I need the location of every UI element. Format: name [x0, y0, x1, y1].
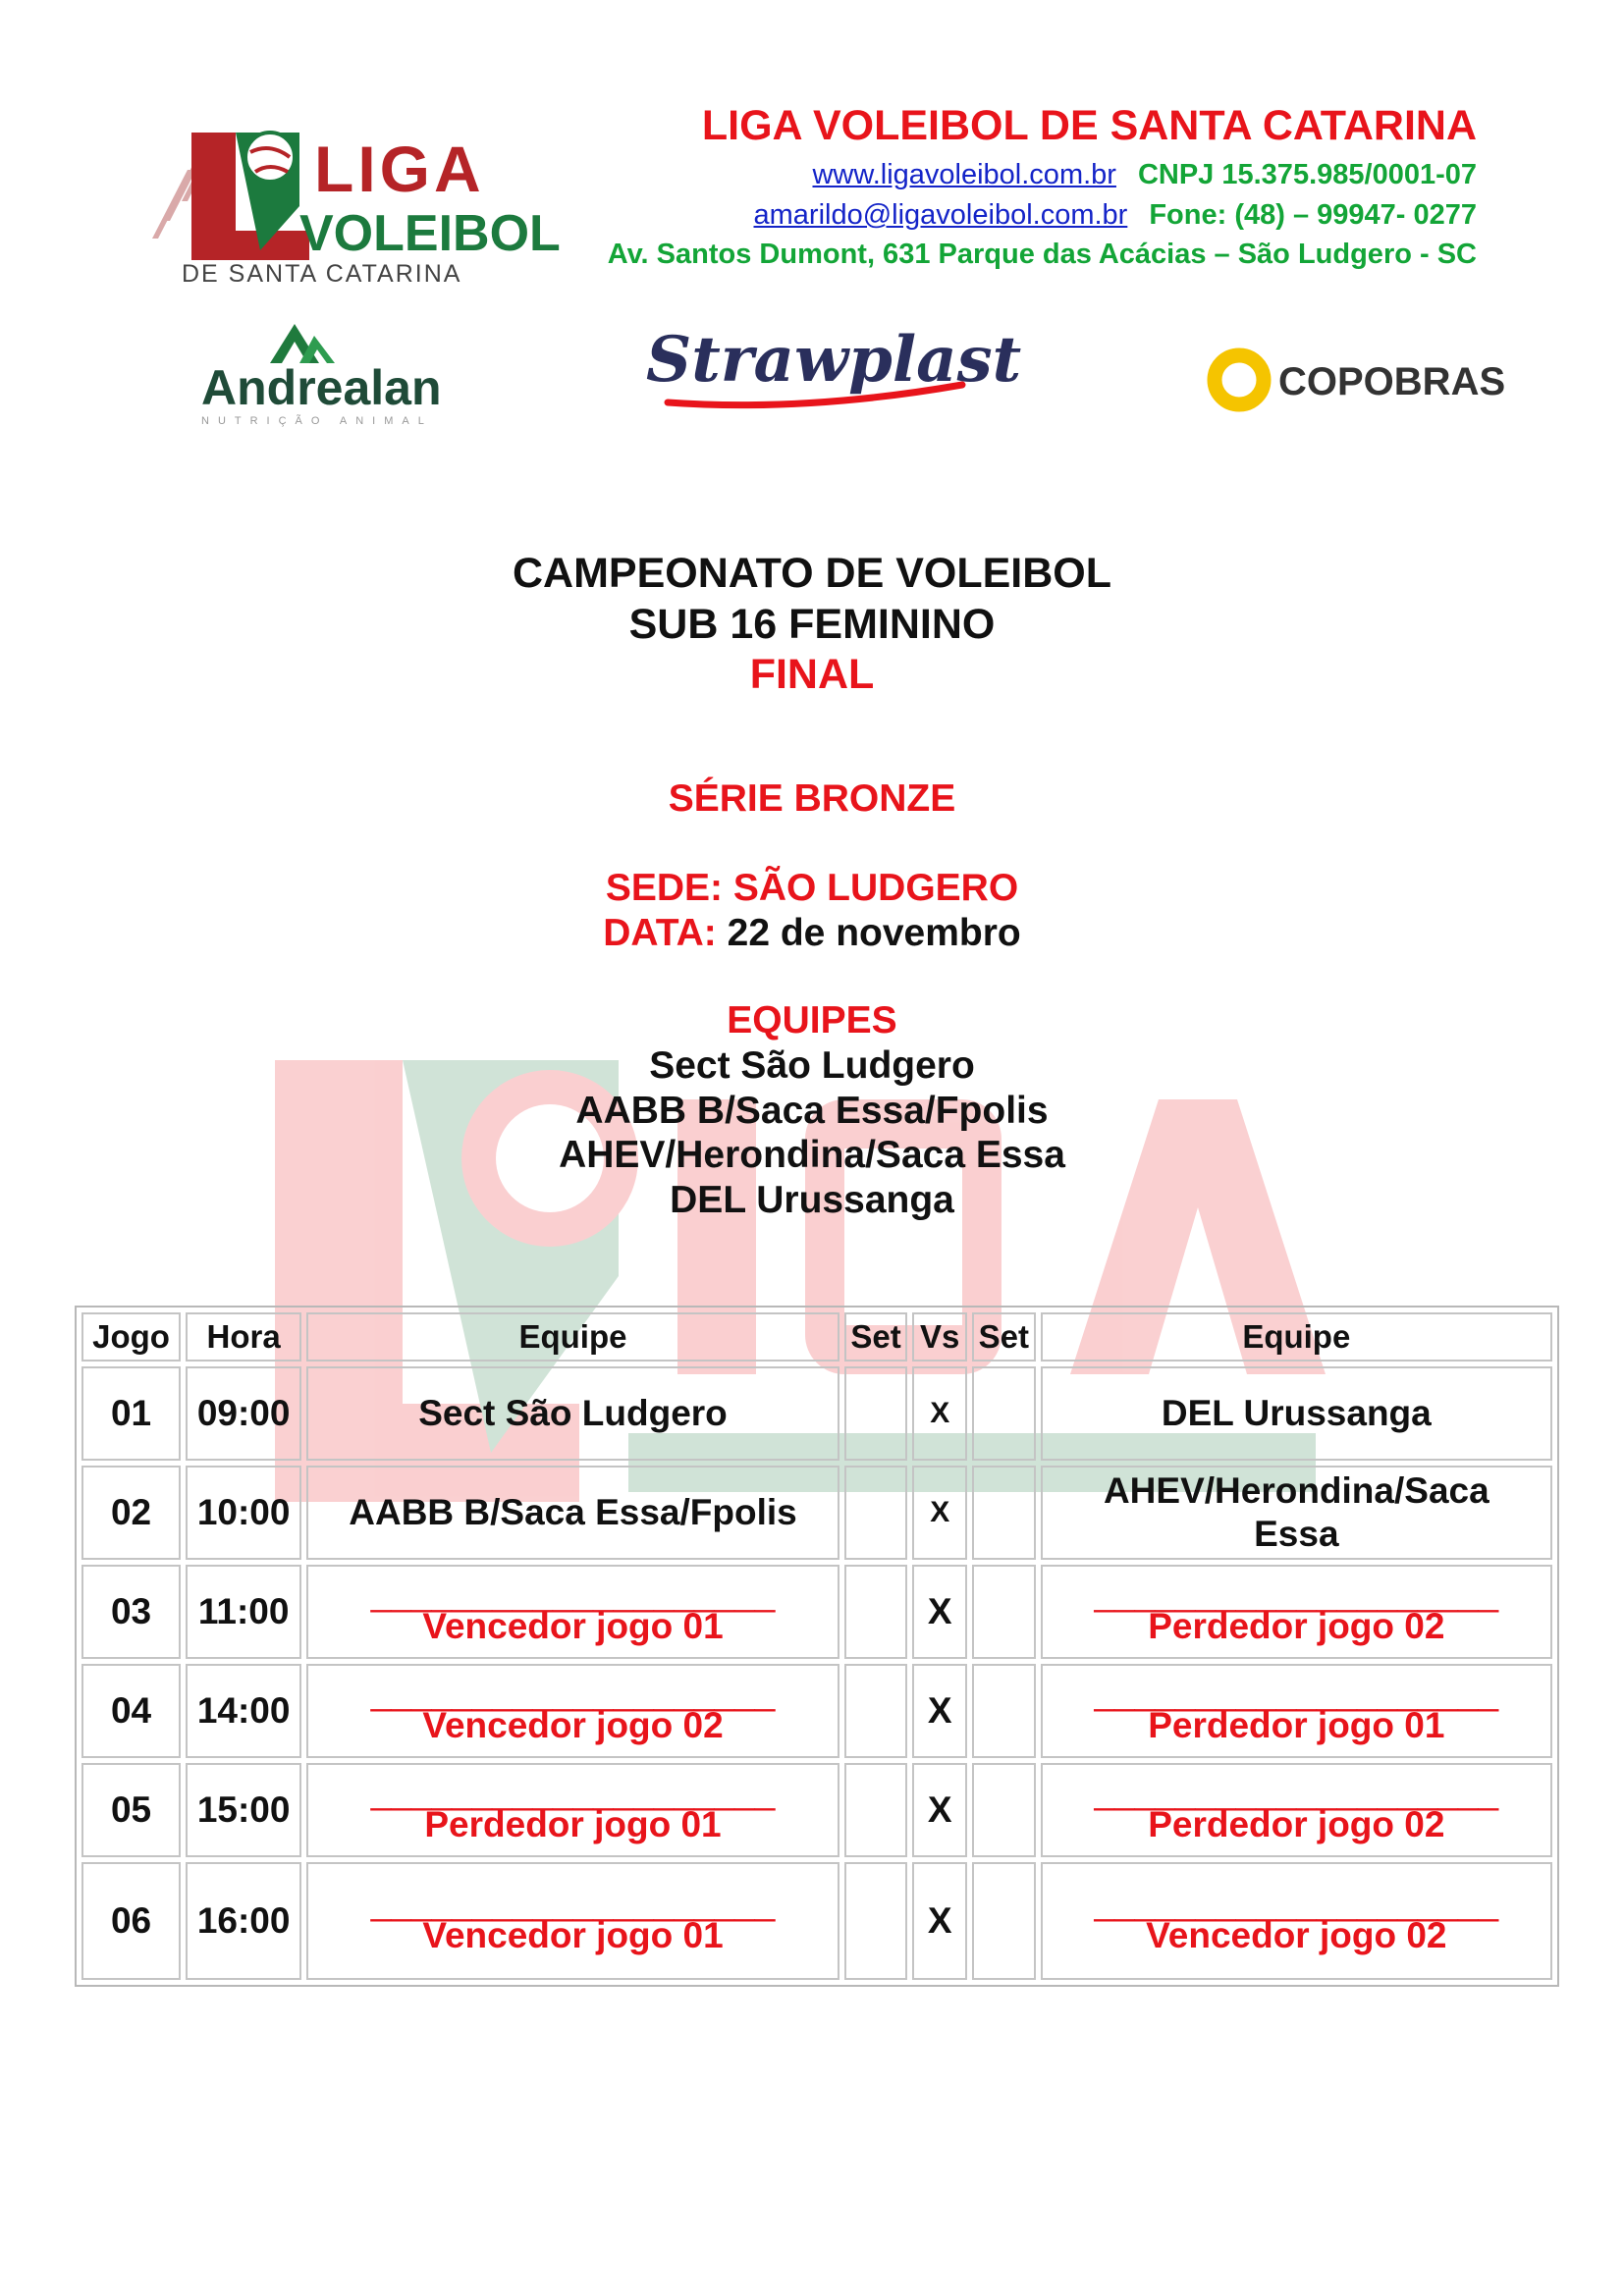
- org-line-website: [812, 159, 1477, 191]
- schedule-table: [75, 1306, 1559, 1987]
- blank-line: ____________________: [1094, 1771, 1499, 1811]
- date-label: DATA:: [603, 912, 717, 954]
- phone: Fone: (48) – 99947- 0277: [1149, 199, 1477, 231]
- away-team: [1041, 1466, 1552, 1560]
- strawplast-name: Strawplast: [646, 323, 1022, 397]
- blank-line: ____________________: [370, 1771, 776, 1811]
- blank-line: ____________________: [1094, 1882, 1499, 1922]
- home-team: Sect São Ludgero: [306, 1366, 839, 1461]
- home-set: [844, 1862, 908, 1980]
- team-item: Sect São Ludgero: [649, 1044, 975, 1087]
- header-equipe-away: Equipe: [1041, 1312, 1552, 1362]
- series-title: SÉRIE BRONZE: [668, 777, 956, 820]
- away-team-placeholder: [1041, 1565, 1552, 1659]
- header-set-away: Set: [972, 1312, 1036, 1362]
- blank-line: ____________________: [1094, 1573, 1499, 1613]
- home-team-placeholder: [306, 1763, 839, 1857]
- header-set-home: Set: [844, 1312, 908, 1362]
- blank-line: ____________________: [370, 1672, 776, 1712]
- liga-logo-word: LIGA: [314, 133, 485, 205]
- cnpj: CNPJ 15.375.985/0001-07: [1137, 159, 1477, 190]
- blank-line: ____________________: [1094, 1672, 1499, 1712]
- andrealan-mountain-icon: [270, 324, 335, 363]
- versus-mark: X: [912, 1466, 967, 1560]
- table-row: [81, 1664, 1552, 1758]
- liga-logo-voleibol: VOLEIBOL: [299, 205, 561, 262]
- header-hora: Hora: [186, 1312, 301, 1362]
- strawplast-logo: [638, 314, 1041, 422]
- home-team: AABB B/Saca Essa/Fpolis: [306, 1466, 839, 1560]
- email-link[interactable]: amarildo@ligavoleibol.com.br: [753, 199, 1128, 231]
- away-set: [972, 1366, 1036, 1461]
- home-set: [844, 1763, 908, 1857]
- andrealan-logo: [201, 314, 486, 427]
- game-time: 16:00: [186, 1862, 301, 1980]
- away-team-placeholder: [1041, 1664, 1552, 1758]
- andrealan-tagline: NUTRIÇÃO ANIMAL: [201, 415, 433, 427]
- versus-mark: X: [912, 1862, 967, 1980]
- home-team: Vencedor jogo 01: [422, 1915, 724, 1955]
- blank-line: ____________________: [370, 1882, 776, 1922]
- home-set: [844, 1664, 908, 1758]
- game-number: 03: [81, 1565, 181, 1659]
- org-name: LIGA VOLEIBOL DE SANTA CATARINA: [701, 102, 1477, 149]
- away-team: Perdedor jogo 01: [1148, 1705, 1445, 1745]
- game-number: 02: [81, 1466, 181, 1560]
- table-row: [81, 1466, 1552, 1560]
- org-line-email: [754, 199, 1478, 232]
- header-vs: Vs: [912, 1312, 967, 1362]
- liga-voleibol-logo: [152, 113, 561, 290]
- blank-line: ____________________: [370, 1573, 776, 1613]
- versus-mark: X: [912, 1366, 967, 1461]
- teams-list: [0, 1043, 1624, 1222]
- category-title: SUB 16 FEMININO: [628, 601, 996, 648]
- table-row: [81, 1763, 1552, 1857]
- game-number: 06: [81, 1862, 181, 1980]
- game-time: 10:00: [186, 1466, 301, 1560]
- home-team: Vencedor jogo 01: [422, 1606, 724, 1646]
- home-set: [844, 1366, 908, 1461]
- teams-heading: EQUIPES: [727, 999, 897, 1041]
- table-header-row: [81, 1312, 1552, 1362]
- home-set: [844, 1466, 908, 1560]
- header-equipe-home: Equipe: [306, 1312, 839, 1362]
- versus-mark: X: [912, 1763, 967, 1857]
- address: Av. Santos Dumont, 631 Parque das Acácias – São Ludgero - SC: [607, 239, 1477, 270]
- game-number: 05: [81, 1763, 181, 1857]
- away-team-line1: AHEV/Herondina/Saca: [1103, 1470, 1489, 1511]
- away-set: [972, 1664, 1036, 1758]
- home-team: Perdedor jogo 01: [424, 1804, 722, 1844]
- team-item: AHEV/Herondina/Saca Essa: [559, 1134, 1065, 1176]
- home-team-placeholder: [306, 1664, 839, 1758]
- date-line: [0, 912, 1624, 955]
- away-team-placeholder: [1041, 1862, 1552, 1980]
- header-jogo: Jogo: [81, 1312, 181, 1362]
- game-number: 01: [81, 1366, 181, 1461]
- versus-mark: X: [912, 1664, 967, 1758]
- away-team-line2: Essa: [1254, 1514, 1339, 1554]
- copobras-logo: [1206, 344, 1506, 417]
- away-team: Vencedor jogo 02: [1146, 1915, 1447, 1955]
- home-set: [844, 1565, 908, 1659]
- away-team: Perdedor jogo 02: [1148, 1804, 1445, 1844]
- team-item: AABB B/Saca Essa/Fpolis: [575, 1089, 1049, 1132]
- copobras-name: COPOBRAS: [1278, 360, 1506, 403]
- andrealan-name: Andrealan: [201, 360, 442, 415]
- away-team: Perdedor jogo 02: [1148, 1606, 1445, 1646]
- versus-mark: X: [912, 1565, 967, 1659]
- game-number: 04: [81, 1664, 181, 1758]
- home-team-placeholder: [306, 1565, 839, 1659]
- away-set: [972, 1565, 1036, 1659]
- table-row: [81, 1565, 1552, 1659]
- away-set: [972, 1763, 1036, 1857]
- game-time: 14:00: [186, 1664, 301, 1758]
- website-link[interactable]: www.ligavoleibol.com.br: [812, 159, 1116, 190]
- venue: SEDE: SÃO LUDGERO: [605, 867, 1019, 909]
- away-team: DEL Urussanga: [1041, 1366, 1552, 1461]
- game-time: 11:00: [186, 1565, 301, 1659]
- copobras-ring-icon: [1215, 355, 1264, 404]
- championship-title: CAMPEONATO DE VOLEIBOL: [513, 550, 1111, 597]
- table-row: [81, 1862, 1552, 1980]
- away-team-placeholder: [1041, 1763, 1552, 1857]
- liga-logo-santa-catarina: DE SANTA CATARINA: [182, 260, 462, 288]
- table-row: [81, 1366, 1552, 1461]
- team-item: DEL Urussanga: [670, 1178, 954, 1221]
- away-set: [972, 1862, 1036, 1980]
- game-time: 15:00: [186, 1763, 301, 1857]
- home-team-placeholder: [306, 1862, 839, 1980]
- home-team: Vencedor jogo 02: [422, 1705, 724, 1745]
- date-value: 22 de novembro: [727, 912, 1021, 954]
- stage-title: FINAL: [749, 651, 875, 698]
- game-time: 09:00: [186, 1366, 301, 1461]
- away-set: [972, 1466, 1036, 1560]
